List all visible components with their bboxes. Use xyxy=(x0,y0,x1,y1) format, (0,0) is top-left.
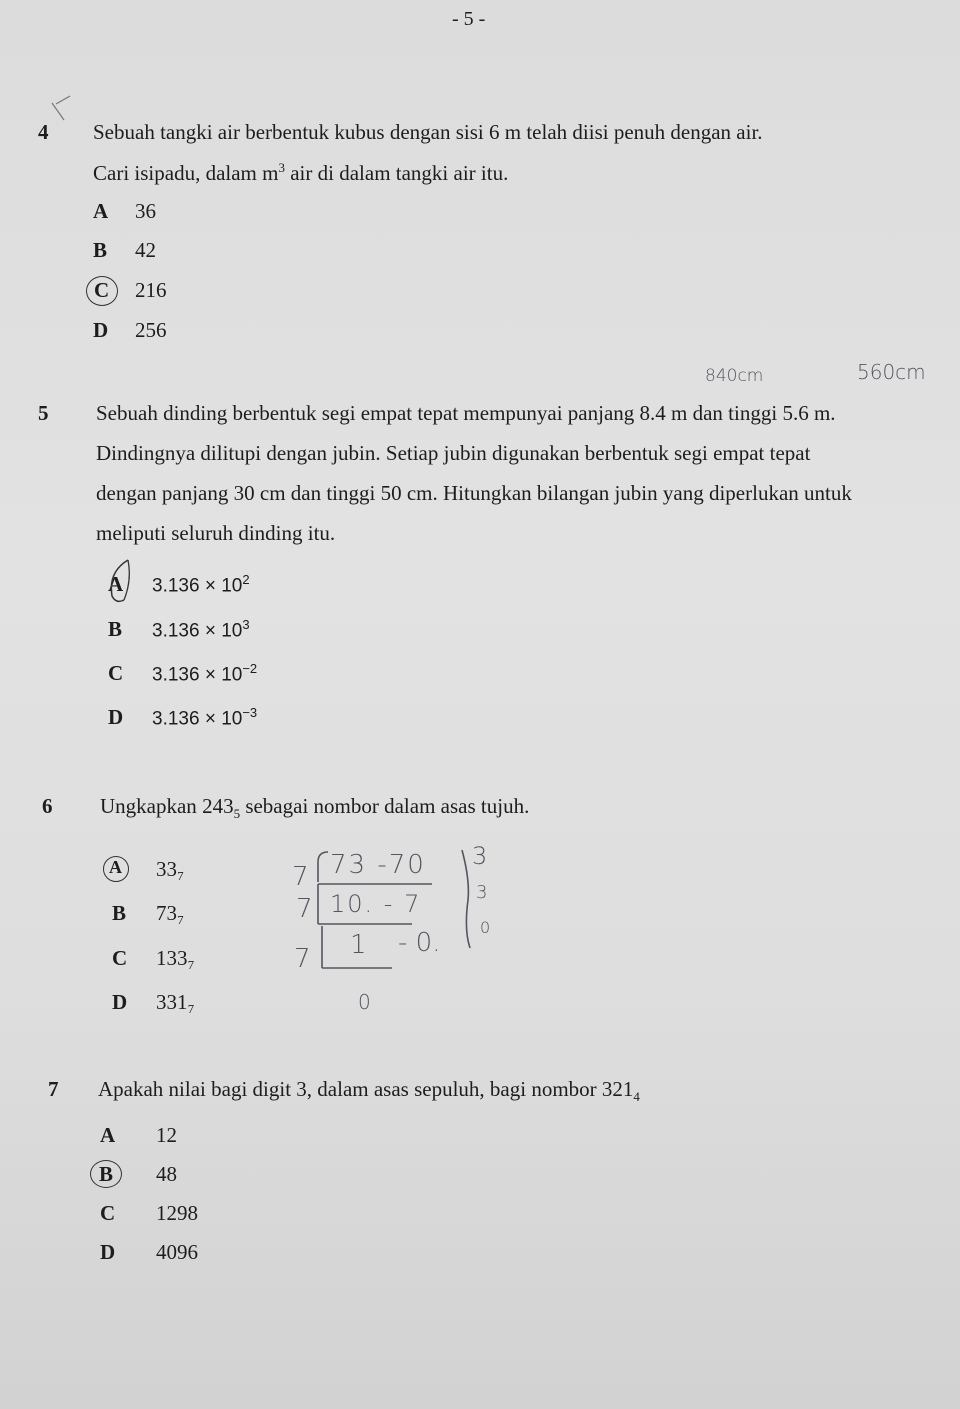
option-value: $3.136 \times 10^{-2}$ xyxy=(152,661,258,686)
option-value: 36 xyxy=(135,199,156,223)
option-letter-b[interactable]: B xyxy=(93,238,108,262)
working-divisor: 7 xyxy=(292,862,309,892)
option-value: $3.136 \times 10^3$ xyxy=(152,617,250,642)
question-text-line: Sebuah tangki air berbentuk kubus dengan sisi 6 m telah diisi penuh dengan air. xyxy=(93,120,763,144)
option-letter-c[interactable]: C xyxy=(100,1201,116,1225)
option-value: 256 xyxy=(135,318,167,342)
option-letter-a[interactable]: A xyxy=(108,572,124,596)
working-value: 73 -70 xyxy=(330,850,426,880)
option-value: 216 xyxy=(135,278,167,302)
option-letter-c[interactable]: C xyxy=(112,946,128,970)
option-letter-b[interactable]: B xyxy=(99,1162,114,1186)
working-divisor: 7 xyxy=(296,894,313,924)
option-value: 331₇ xyxy=(156,990,195,1014)
option-letter-c[interactable]: C xyxy=(94,278,110,302)
handwritten-note-840cm: 840cm xyxy=(705,366,764,386)
option-letter-a[interactable]: A xyxy=(93,199,109,223)
working-value: 1 xyxy=(350,930,367,960)
remainder-bracket xyxy=(462,850,470,948)
working-value: - 0. xyxy=(398,928,441,958)
option-value: 4096 xyxy=(156,1240,198,1264)
option-value: 42 xyxy=(135,238,156,262)
option-value: 48 xyxy=(156,1162,177,1186)
option-letter-d[interactable]: D xyxy=(112,990,128,1014)
option-letter-a[interactable]: A xyxy=(109,857,122,877)
division-line xyxy=(322,926,392,968)
answer-arc-mark xyxy=(124,560,129,600)
option-value: 12 xyxy=(156,1123,177,1147)
option-value: $3.136 \times 10^{-3}$ xyxy=(152,705,258,730)
option-value: 73₇ xyxy=(156,901,185,925)
option-value: 133₇ xyxy=(156,946,195,970)
working-divisor: 7 xyxy=(294,944,311,974)
question-number: 5 xyxy=(38,401,49,425)
option-letter-b[interactable]: B xyxy=(108,617,123,641)
question-text-line: Sebuah dinding berbentuk segi empat tepat mempunyai panjang 8.4 m dan tinggi 5.6 m. xyxy=(96,401,836,425)
question-number: 6 xyxy=(42,794,53,818)
question-text-line: meliputi seluruh dinding itu. xyxy=(96,521,336,545)
question-text-line: Apakah nilai bagi digit 3, dalam asas sepuluh, bagi nombor $321_4$ xyxy=(98,1077,640,1105)
option-value: $3.136 \times 10^2$ xyxy=(152,572,250,597)
question-text-line: Ungkapkan $243_5$ sebagai nombor dalam asas tujuh. xyxy=(100,794,530,822)
working-remainder: 0 xyxy=(480,918,491,937)
division-bracket xyxy=(318,852,328,882)
working-value: 0 xyxy=(358,990,371,1014)
question-text-line: Dindingnya dilitupi dengan jubin. Setiap jubin digunakan berbentuk segi empat tepat xyxy=(96,441,811,465)
question-text-line: Cari isipadu, dalam $m^3$ air di dalam tangki air itu. xyxy=(93,160,509,185)
option-value: 33₇ xyxy=(156,857,185,881)
working-remainder: 3 xyxy=(476,882,488,903)
question-text-line: dengan panjang 30 cm dan tinggi 50 cm. Hitungkan bilangan jubin yang diperlukan untuk xyxy=(96,481,852,505)
working-remainder: 3 xyxy=(472,842,488,870)
pen-tick-mark xyxy=(52,96,70,120)
handwritten-note-560cm: 560cm xyxy=(857,360,926,384)
option-letter-c[interactable]: C xyxy=(108,661,124,685)
option-letter-d[interactable]: D xyxy=(108,705,124,729)
question-number: 7 xyxy=(48,1077,59,1101)
option-letter-a[interactable]: A xyxy=(100,1123,116,1147)
option-letter-d[interactable]: D xyxy=(93,318,109,342)
division-line xyxy=(318,884,412,924)
page-number: - 5 - xyxy=(452,8,486,30)
working-value: 10. - 7 xyxy=(330,890,422,918)
option-letter-b[interactable]: B xyxy=(112,901,127,925)
option-letter-d[interactable]: D xyxy=(100,1240,116,1264)
question-number: 4 xyxy=(38,120,49,144)
option-value: 1298 xyxy=(156,1201,198,1225)
